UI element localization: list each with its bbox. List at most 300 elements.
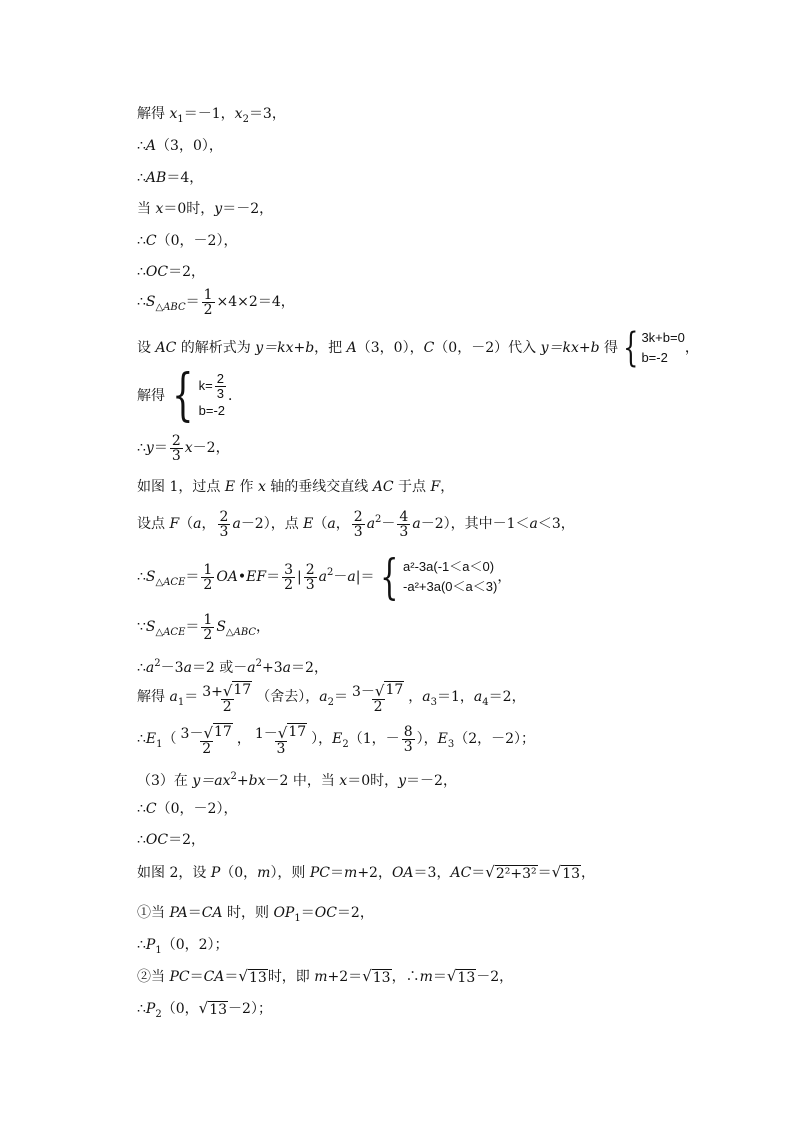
text: －3 [160,660,184,676]
text: ＝ [224,969,239,985]
therefore: ∴ [137,294,146,310]
text: +2， [357,865,392,881]
var: a [529,516,538,532]
text: 如图 1，过点 [137,479,225,495]
sqrt [238,966,267,986]
text: －2）； [228,1001,272,1017]
denominator: 2 [202,740,212,757]
radicand: 13 [248,970,267,986]
text: （3）在 [137,773,193,789]
line-figure-1 [137,477,454,497]
numerator: 2 [216,370,224,386]
fraction [253,723,309,756]
text: 设 [137,340,156,356]
text: ＝－2， [222,201,274,217]
therefore: ∴ [137,801,146,817]
sqrt [278,723,307,740]
text: －2， [476,969,514,985]
therefore: ∴ [137,264,146,280]
text: 3－ [180,725,204,742]
therefore: ∴ [137,138,146,154]
text: 设点 [137,516,170,532]
therefore: ∴ [137,731,146,747]
line-point-p1 [137,935,229,961]
radicand: 13 [457,970,476,986]
var: a [366,516,376,532]
line-area-ace [137,548,511,608]
superscript: 2 [154,658,161,669]
expression: +bx [236,773,266,789]
line-case-1 [137,903,374,929]
var: m [344,865,358,881]
text: • [237,569,247,585]
line-x-zero [137,199,273,219]
radical-icon: √ [198,999,209,1017]
line-point-p2 [137,998,272,1025]
var: P [145,937,156,953]
var: S [216,619,226,635]
left-brace-icon: { [380,549,399,605]
var: m [257,865,271,881]
numerator: 2 [305,561,315,578]
line-oc-2 [137,830,205,850]
numerator [350,681,406,699]
text: |＝ [355,569,375,585]
text: ＝－2， [406,773,457,789]
text: 解得 [137,689,170,705]
expression: y＝kx+b [540,340,600,356]
var: m [314,969,328,985]
denominator: 3 [216,385,224,401]
numerator: 4 [399,508,409,525]
therefore: ∴ [137,440,146,456]
superscript: 2 [327,567,334,578]
piecewise-row: a²-3a(-1＜a＜0) [403,559,495,574]
text: 如图 2，设 [137,865,211,881]
radical-icon: √ [374,681,385,700]
because: ∵ [137,619,146,635]
text: 时，即 [267,969,315,985]
text: ＝2， [168,832,206,848]
radicand: 2²+3² [495,866,537,882]
sqrt [447,966,476,986]
line-part-3 [137,767,457,791]
radical-icon: √ [203,723,214,742]
text: k= [198,377,213,393]
var: E [224,479,236,495]
var: a [282,660,292,676]
numerator [179,723,235,741]
text: （3，0）， [156,138,223,154]
text: ＝ [153,440,168,456]
fraction [397,510,410,539]
text: | [297,569,302,585]
var: EF [246,569,267,585]
left-brace-icon: { [623,325,639,371]
text: ， [256,619,271,635]
text: ， [440,479,455,495]
var: P [145,1001,156,1017]
subscript: 1 [177,697,185,708]
text: （ [162,731,177,747]
text: ＝4， [166,170,204,186]
text: 于点 [393,479,431,495]
text: ＝2， [291,660,328,676]
sqrt [203,723,232,740]
fraction [170,434,183,463]
text: 作 [235,479,258,495]
therefore: ∴ [137,569,146,585]
text: ①当 [137,905,170,921]
therefore: ∴ [137,170,146,186]
text: 解得 [137,106,170,122]
var: OC [145,264,169,280]
line-oc [137,262,205,282]
text: ，∴ [391,969,420,985]
text: ＝ [187,905,202,921]
denominator: 3 [399,523,409,540]
var: a [327,516,336,532]
fraction [201,613,214,642]
equation-row: b=-2 [198,402,226,418]
numerator: 1 [203,286,213,303]
subscript: △ABC [155,302,186,313]
numerator: 2 [353,508,363,525]
piecewise-system [374,549,498,605]
text: ＝ [333,689,348,705]
text: ， [581,865,596,881]
var: OC [314,905,337,921]
var: a [183,660,192,676]
equation-row: b=-2 [641,350,668,365]
var: F [430,479,441,495]
var: y [214,201,223,217]
subscript: 2 [155,1009,162,1020]
denominator: 2 [203,576,213,593]
radicand: 17 [385,681,404,698]
text: （0，－2）， [156,801,238,817]
fraction [201,563,214,592]
subscript: 2 [327,697,334,708]
text: +3 [262,660,283,676]
text: +2＝ [327,969,363,985]
radicand: 13 [562,866,581,882]
sqrt [199,998,228,1018]
text: ＝2， [336,905,374,921]
fraction [402,725,415,754]
denominator: 2 [222,698,232,715]
text: ＝2 或－ [191,660,248,676]
var: C [145,801,157,817]
var: a [412,516,421,532]
text: －2），点 [240,516,304,532]
text: ＝3， [248,106,286,122]
var: x [339,773,348,789]
text: ＝3， [413,865,451,881]
var: OC [145,832,169,848]
line-points-fe [137,504,575,540]
text: （ [313,516,328,532]
denominator: 2 [284,576,294,593]
radicand: 17 [233,681,252,698]
line-solve-roots [137,104,286,130]
var: x [184,440,193,456]
text: －2 中，当 [265,773,340,789]
text: （2，－2）； [454,731,536,747]
numerator [200,681,254,699]
radical-icon: √ [238,967,248,985]
subscript: 1 [294,913,301,924]
subscript: 3 [430,697,437,708]
text: ＝1， [437,689,474,705]
line-solve-kb [137,363,242,428]
fraction [202,288,215,317]
radicand: 13 [209,1002,228,1018]
var: x [257,479,266,495]
numerator: 3 [284,561,294,578]
equation-row [199,372,228,401]
radical-icon: √ [446,967,457,985]
var: y [145,440,154,456]
text: （0，－2）， [156,233,238,249]
var: C [423,340,435,356]
var: E [145,731,157,747]
var: a [193,516,202,532]
denominator: 2 [373,698,383,715]
var: AC [372,479,394,495]
text: － [333,569,348,585]
therefore: ∴ [137,660,146,676]
subscript: 1 [177,114,184,125]
text: ． [227,388,242,404]
var: CA [201,905,223,921]
line-ac-equation [137,432,230,464]
text: ）， [311,731,333,747]
var: OP [273,905,295,921]
fraction [304,563,317,592]
line-area-abc [137,287,295,323]
numerator: 2 [219,508,229,525]
sqrt [375,681,404,698]
numerator: 1 [203,561,213,578]
var: S [145,294,156,310]
var: PC [169,969,190,985]
var: a [319,689,328,705]
var: OA [216,569,238,585]
text: 轴的垂线交直线 [265,479,373,495]
numerator [253,723,309,741]
denominator: 3 [403,738,413,755]
var: a [232,516,241,532]
radicand: 17 [214,723,232,740]
var: AC [155,340,177,356]
line-point-a [137,136,223,156]
superscript: 2 [375,514,382,525]
text: 1－ [254,725,278,742]
text: ＝ [189,969,204,985]
text: ），则 [270,865,310,881]
var: a [422,689,431,705]
text: ＝2， [488,689,526,705]
subscript: 4 [482,697,489,708]
var: CA [203,969,225,985]
denominator: 2 [203,301,213,318]
subscript: 1 [156,739,163,750]
var: E [303,516,314,532]
numerator: 2 [171,432,181,449]
text: ， [684,340,699,356]
text: ＝ [185,569,200,585]
text: ＝0时， [347,773,399,789]
text: 的解析式为 [176,340,256,356]
var: E [437,731,448,747]
fraction [200,681,254,714]
line-figure-2 [137,862,595,883]
equation-system [165,363,228,428]
expression: y＝kx+b [255,340,315,356]
var: a [318,569,328,585]
sqrt [362,966,391,986]
text: ＝ [432,969,447,985]
radical-icon: √ [485,863,495,881]
text: 得 [599,340,618,356]
line-point-c-2 [137,799,237,819]
denominator: 3 [219,523,229,540]
therefore: ∴ [137,937,146,953]
text: （0，2）； [161,937,229,953]
text: ＝0时， [163,201,215,217]
text: （0， [161,1001,199,1017]
var: A [346,340,357,356]
line-ab [137,168,203,188]
var: a [473,689,483,705]
radical-icon: √ [222,681,233,700]
text: ＝ [471,865,486,881]
text: －2），其中－1＜ [420,516,530,532]
subscript: 3 [447,739,455,750]
subscript: 2 [342,739,349,750]
radicand: 13 [372,970,391,986]
text: ②当 [137,969,170,985]
equation-row: 3k+b=0 [641,330,685,345]
line-point-c [137,231,237,251]
fraction [215,372,226,401]
superscript: 2 [255,658,263,669]
var: PA [169,905,188,921]
subscript: 1 [155,945,162,956]
denominator: 3 [353,523,363,540]
subscript: △ABC [225,627,257,638]
var: m [419,969,433,985]
line-solve-a [137,680,526,720]
fraction [218,510,231,539]
var: x [155,201,164,217]
text: （ [179,516,194,532]
numerator: 1 [203,611,213,628]
fraction [179,723,235,756]
text: （3，0）， [356,340,424,356]
text: ）， [416,731,438,747]
var: AB [145,170,167,186]
var: x [234,106,243,122]
subscript: 2 [242,114,249,125]
text: ，把 [314,340,347,356]
line-area-relation [137,612,270,648]
therefore: ∴ [137,832,146,848]
text: 解得 [137,388,165,404]
denominator: 3 [171,447,181,464]
denominator: 2 [203,626,213,643]
var: A [145,138,157,154]
text: 3－ [351,683,375,700]
var: P [210,865,221,881]
text: 3+ [202,683,223,700]
var: E [332,731,343,747]
text: ＜3， [537,516,575,532]
text: 当 [137,201,156,217]
fraction [352,510,365,539]
var: a [347,569,356,585]
var: PC [309,865,331,881]
text: ， [408,689,423,705]
var: a [145,660,155,676]
line-case-2 [137,966,513,987]
text: ＝ [266,569,281,585]
radical-icon: √ [277,723,288,742]
var: S [145,619,156,635]
subscript: △ACE [155,577,186,588]
radical-icon: √ [362,967,372,985]
text: ×4×2＝4， [216,294,295,310]
text: （1，－ [348,731,400,747]
equation-system [618,325,685,371]
piecewise-row: -a²+3a(0＜a＜3) [403,579,498,594]
radical-icon: √ [551,863,562,881]
text: ＝ [537,865,552,881]
text: （0，－2）代入 [434,340,541,356]
var: S [145,569,156,585]
fraction [350,681,406,714]
line-ac-setup [137,325,699,371]
var: a [247,660,256,676]
therefore: ∴ [137,233,146,249]
superscript: 2 [230,771,237,782]
therefore: ∴ [137,1001,146,1017]
sqrt [552,862,581,882]
var: y [398,773,407,789]
text: ＝ [184,689,199,705]
text: （0， [220,865,258,881]
text: ， [201,516,216,532]
var: x [169,106,178,122]
var: AC [450,865,472,881]
text: ， [236,731,251,747]
text: 时，则 [222,905,274,921]
expression: y＝ax [192,773,231,789]
numerator: 8 [403,723,413,740]
var: C [145,233,157,249]
text: （舍去）， [256,689,320,705]
var: a [169,689,178,705]
text: ＝－1， [183,106,235,122]
denominator: 3 [276,740,286,757]
text: ＝ [300,905,315,921]
text: ＝ [185,294,200,310]
radicand: 17 [288,723,307,740]
text: － [381,516,396,532]
text: ， [497,569,512,585]
text: ＝2， [168,264,206,280]
